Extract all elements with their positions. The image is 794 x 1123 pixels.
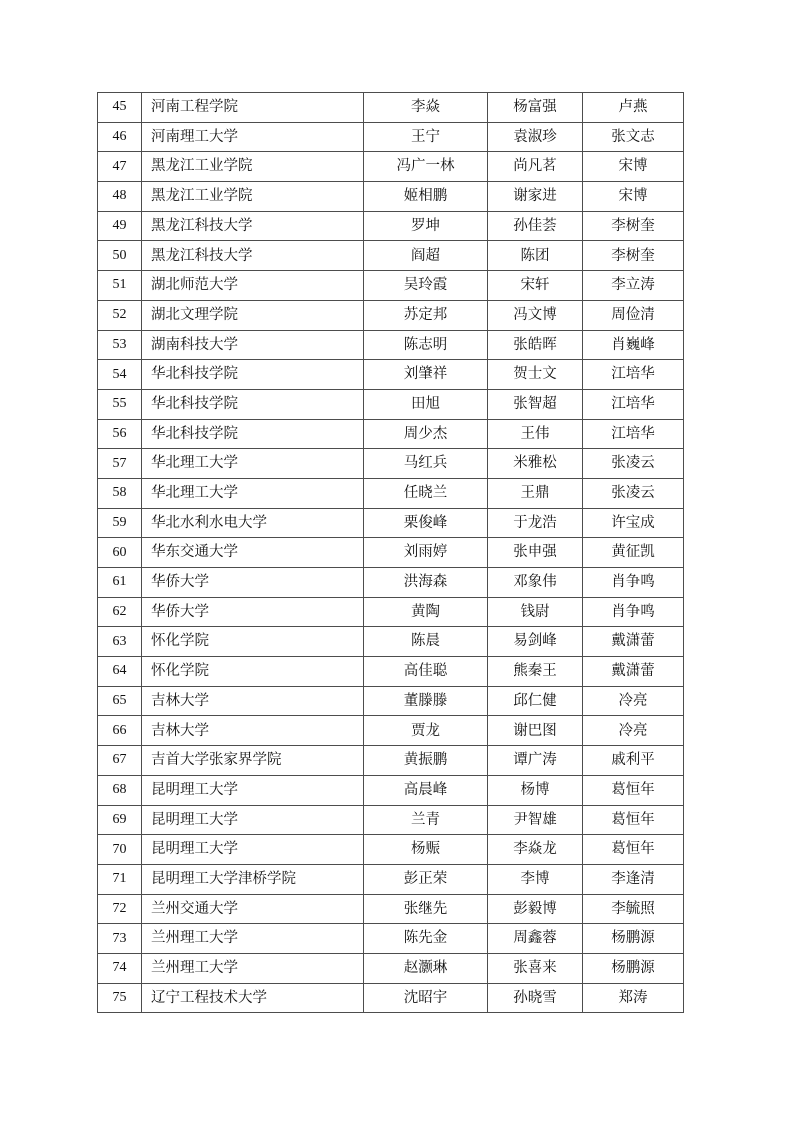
- member-cell: 李树奎: [583, 211, 684, 241]
- member-cell: 江培华: [583, 360, 684, 390]
- member-cell: 尹智雄: [488, 805, 583, 835]
- member-cell: 陈志明: [364, 330, 488, 360]
- row-number-cell: 61: [98, 568, 142, 598]
- table-row: [98, 389, 684, 419]
- university-cell: 兰州理工大学: [142, 924, 364, 954]
- university-cell: 黑龙江工业学院: [142, 182, 364, 212]
- member-cell: 刘雨婷: [364, 538, 488, 568]
- row-number-cell: 71: [98, 864, 142, 894]
- university-cell: 华北科技学院: [142, 389, 364, 419]
- university-cell: 河南工程学院: [142, 93, 364, 123]
- member-cell: 宋轩: [488, 271, 583, 301]
- member-cell: 栗俊峰: [364, 508, 488, 538]
- member-cell: 许宝成: [583, 508, 684, 538]
- university-cell: 黑龙江科技大学: [142, 211, 364, 241]
- member-cell: 张继先: [364, 894, 488, 924]
- row-number-cell: 46: [98, 122, 142, 152]
- member-cell: 宋博: [583, 152, 684, 182]
- member-cell: 陈晨: [364, 627, 488, 657]
- member-cell: 周俭清: [583, 300, 684, 330]
- university-cell: 华侨大学: [142, 568, 364, 598]
- row-number-cell: 62: [98, 597, 142, 627]
- member-cell: 江培华: [583, 389, 684, 419]
- university-cell: 辽宁工程技术大学: [142, 983, 364, 1013]
- university-cell: 昆明理工大学: [142, 805, 364, 835]
- university-cell: 昆明理工大学: [142, 775, 364, 805]
- member-cell: 卢燕: [583, 93, 684, 123]
- member-cell: 葛恒年: [583, 775, 684, 805]
- member-cell: 贺士文: [488, 360, 583, 390]
- university-cell: 华北科技学院: [142, 419, 364, 449]
- member-cell: 任晓兰: [364, 478, 488, 508]
- university-cell: 华北科技学院: [142, 360, 364, 390]
- member-cell: 罗坤: [364, 211, 488, 241]
- row-number-cell: 64: [98, 657, 142, 687]
- table-row: [98, 686, 684, 716]
- member-cell: 戴潇蕾: [583, 627, 684, 657]
- member-cell: 李博: [488, 864, 583, 894]
- university-cell: 华北理工大学: [142, 449, 364, 479]
- member-cell: 张凌云: [583, 478, 684, 508]
- table-row: [98, 478, 684, 508]
- university-cell: 华东交通大学: [142, 538, 364, 568]
- university-cell: 兰州理工大学: [142, 953, 364, 983]
- member-cell: 米雅松: [488, 449, 583, 479]
- table-row: [98, 211, 684, 241]
- member-cell: 孙佳荟: [488, 211, 583, 241]
- member-cell: 陈团: [488, 241, 583, 271]
- member-cell: 肖争鸣: [583, 597, 684, 627]
- row-number-cell: 73: [98, 924, 142, 954]
- member-cell: 杨鹏源: [583, 953, 684, 983]
- row-number-cell: 48: [98, 182, 142, 212]
- member-cell: 冯文博: [488, 300, 583, 330]
- member-cell: 姬相鹏: [364, 182, 488, 212]
- table-row: [98, 864, 684, 894]
- member-cell: 于龙浩: [488, 508, 583, 538]
- table-row: [98, 657, 684, 687]
- row-number-cell: 56: [98, 419, 142, 449]
- university-cell: 华北水利水电大学: [142, 508, 364, 538]
- member-cell: 王鼎: [488, 478, 583, 508]
- table-row: [98, 924, 684, 954]
- table-row: [98, 93, 684, 123]
- member-cell: 宋博: [583, 182, 684, 212]
- member-cell: 洪海森: [364, 568, 488, 598]
- table-row: [98, 182, 684, 212]
- member-cell: 杨鹏源: [583, 924, 684, 954]
- member-cell: 冯广一林: [364, 152, 488, 182]
- member-cell: 周鑫蓉: [488, 924, 583, 954]
- member-cell: 谢家进: [488, 182, 583, 212]
- table-row: [98, 568, 684, 598]
- row-number-cell: 67: [98, 746, 142, 776]
- member-cell: 谢巴图: [488, 716, 583, 746]
- table-row: [98, 360, 684, 390]
- row-number-cell: 74: [98, 953, 142, 983]
- member-cell: 葛恒年: [583, 835, 684, 865]
- row-number-cell: 52: [98, 300, 142, 330]
- table-row: [98, 597, 684, 627]
- member-cell: 王伟: [488, 419, 583, 449]
- member-cell: 王宁: [364, 122, 488, 152]
- university-cell: 昆明理工大学津桥学院: [142, 864, 364, 894]
- member-cell: 李树奎: [583, 241, 684, 271]
- table-row: [98, 449, 684, 479]
- member-cell: 张申强: [488, 538, 583, 568]
- university-cell: 黑龙江科技大学: [142, 241, 364, 271]
- member-cell: 熊秦王: [488, 657, 583, 687]
- member-cell: 高佳聪: [364, 657, 488, 687]
- row-number-cell: 51: [98, 271, 142, 301]
- member-cell: 彭正荣: [364, 864, 488, 894]
- row-number-cell: 50: [98, 241, 142, 271]
- member-cell: 李毓照: [583, 894, 684, 924]
- member-cell: 李逢清: [583, 864, 684, 894]
- member-cell: 谭广涛: [488, 746, 583, 776]
- member-cell: 马红兵: [364, 449, 488, 479]
- table-row: [98, 983, 684, 1013]
- member-cell: 张皓晖: [488, 330, 583, 360]
- member-cell: 张凌云: [583, 449, 684, 479]
- table-row: [98, 122, 684, 152]
- row-number-cell: 70: [98, 835, 142, 865]
- row-number-cell: 75: [98, 983, 142, 1013]
- row-number-cell: 68: [98, 775, 142, 805]
- member-cell: 邓象伟: [488, 568, 583, 598]
- member-cell: 张智超: [488, 389, 583, 419]
- member-cell: 周少杰: [364, 419, 488, 449]
- row-number-cell: 66: [98, 716, 142, 746]
- table-row: [98, 419, 684, 449]
- member-cell: 吴玲霞: [364, 271, 488, 301]
- university-cell: 华侨大学: [142, 597, 364, 627]
- row-number-cell: 72: [98, 894, 142, 924]
- member-cell: 田旭: [364, 389, 488, 419]
- member-cell: 孙晓雪: [488, 983, 583, 1013]
- member-cell: 戚利平: [583, 746, 684, 776]
- member-cell: 张喜来: [488, 953, 583, 983]
- table-row: [98, 805, 684, 835]
- member-cell: 赵灏琳: [364, 953, 488, 983]
- member-cell: 彭毅博: [488, 894, 583, 924]
- member-cell: 冷亮: [583, 686, 684, 716]
- university-cell: 吉首大学张家界学院: [142, 746, 364, 776]
- member-cell: 高晨峰: [364, 775, 488, 805]
- member-cell: 李立涛: [583, 271, 684, 301]
- row-number-cell: 54: [98, 360, 142, 390]
- table-row: [98, 775, 684, 805]
- university-cell: 河南理工大学: [142, 122, 364, 152]
- university-cell: 湖南科技大学: [142, 330, 364, 360]
- row-number-cell: 47: [98, 152, 142, 182]
- member-cell: 杨赈: [364, 835, 488, 865]
- table-row: [98, 508, 684, 538]
- member-cell: 兰青: [364, 805, 488, 835]
- member-cell: 江培华: [583, 419, 684, 449]
- member-cell: 邱仁健: [488, 686, 583, 716]
- member-cell: 郑涛: [583, 983, 684, 1013]
- table-row: [98, 300, 684, 330]
- member-cell: 钱尉: [488, 597, 583, 627]
- table-row: [98, 746, 684, 776]
- university-cell: 怀化学院: [142, 627, 364, 657]
- member-cell: 沈昭宇: [364, 983, 488, 1013]
- table-row: [98, 627, 684, 657]
- row-number-cell: 65: [98, 686, 142, 716]
- row-number-cell: 45: [98, 93, 142, 123]
- table-row: [98, 152, 684, 182]
- table-row: [98, 953, 684, 983]
- row-number-cell: 58: [98, 478, 142, 508]
- university-cell: 湖北文理学院: [142, 300, 364, 330]
- university-cell: 华北理工大学: [142, 478, 364, 508]
- member-cell: 黄征凯: [583, 538, 684, 568]
- member-cell: 杨博: [488, 775, 583, 805]
- roster-table-body: [98, 93, 684, 1013]
- table-row: [98, 716, 684, 746]
- member-cell: 葛恒年: [583, 805, 684, 835]
- university-cell: 湖北师范大学: [142, 271, 364, 301]
- member-cell: 肖争鸣: [583, 568, 684, 598]
- row-number-cell: 55: [98, 389, 142, 419]
- table-row: [98, 241, 684, 271]
- member-cell: 冷亮: [583, 716, 684, 746]
- member-cell: 戴潇蕾: [583, 657, 684, 687]
- member-cell: 张文志: [583, 122, 684, 152]
- row-number-cell: 69: [98, 805, 142, 835]
- member-cell: 贾龙: [364, 716, 488, 746]
- university-roster-table: [97, 92, 684, 1013]
- university-cell: 昆明理工大学: [142, 835, 364, 865]
- member-cell: 刘肇祥: [364, 360, 488, 390]
- row-number-cell: 57: [98, 449, 142, 479]
- member-cell: 肖巍峰: [583, 330, 684, 360]
- row-number-cell: 53: [98, 330, 142, 360]
- member-cell: 尚凡茗: [488, 152, 583, 182]
- member-cell: 李焱龙: [488, 835, 583, 865]
- member-cell: 阎超: [364, 241, 488, 271]
- member-cell: 袁淑珍: [488, 122, 583, 152]
- row-number-cell: 49: [98, 211, 142, 241]
- table-row: [98, 330, 684, 360]
- table-row: [98, 271, 684, 301]
- table-row: [98, 538, 684, 568]
- row-number-cell: 60: [98, 538, 142, 568]
- university-cell: 黑龙江工业学院: [142, 152, 364, 182]
- member-cell: 李焱: [364, 93, 488, 123]
- university-cell: 吉林大学: [142, 716, 364, 746]
- member-cell: 董滕滕: [364, 686, 488, 716]
- university-cell: 怀化学院: [142, 657, 364, 687]
- member-cell: 黄陶: [364, 597, 488, 627]
- member-cell: 陈先金: [364, 924, 488, 954]
- row-number-cell: 59: [98, 508, 142, 538]
- row-number-cell: 63: [98, 627, 142, 657]
- table-row: [98, 894, 684, 924]
- member-cell: 苏定邦: [364, 300, 488, 330]
- member-cell: 易剑峰: [488, 627, 583, 657]
- table-row: [98, 835, 684, 865]
- member-cell: 杨富强: [488, 93, 583, 123]
- member-cell: 黄振鹏: [364, 746, 488, 776]
- university-cell: 兰州交通大学: [142, 894, 364, 924]
- university-cell: 吉林大学: [142, 686, 364, 716]
